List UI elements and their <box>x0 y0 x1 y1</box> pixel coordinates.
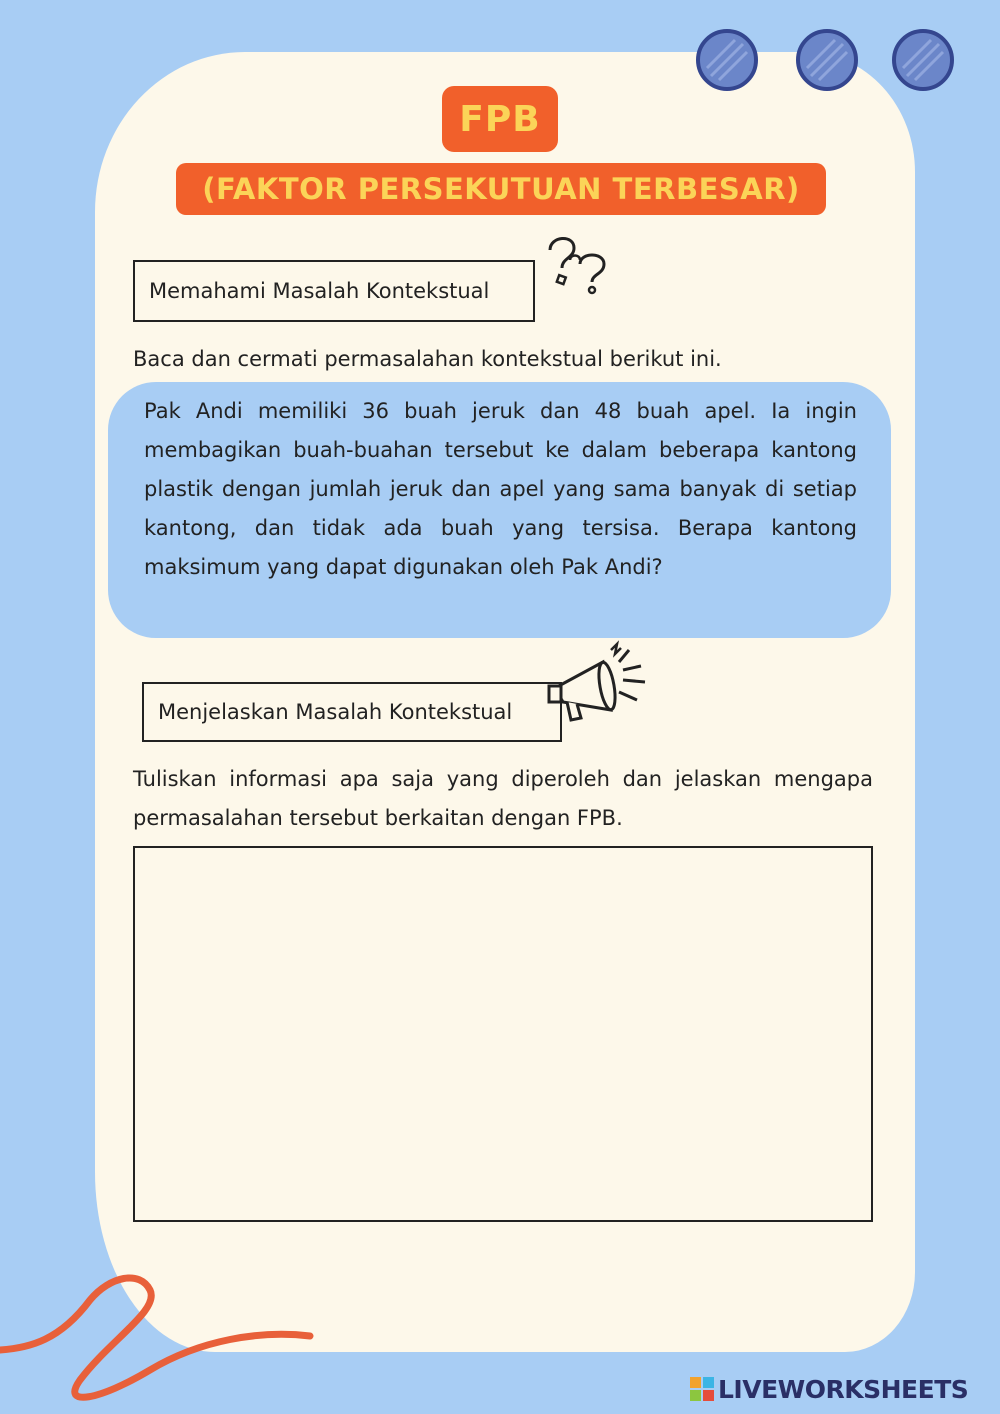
scribble-dot-icon <box>695 28 759 92</box>
answer-textarea[interactable] <box>133 846 873 1222</box>
scribble-dot-icon <box>891 28 955 92</box>
problem-text: Pak Andi memiliki 36 buah jeruk dan 48 buah apel. Ia ingin membagikan buah-buahan tersebut ke dalam beberapa kantong plastik dengan jumlah jeruk dan apel yang sama banyak di setiap kantong, dan tidak ada buah yang tersisa. Berapa kantong maksimum yang dapat digunakan oleh Pak Andi? <box>108 382 891 638</box>
liveworksheets-logo-icon <box>690 1377 714 1401</box>
brand-name: LIVEWORKSHEETS <box>718 1374 969 1404</box>
section-label-explain: Menjelaskan Masalah Kontekstual <box>142 682 562 742</box>
scribble-dot-icon <box>795 28 859 92</box>
page-title: FPB <box>442 86 558 152</box>
decorative-dots <box>695 28 965 98</box>
section-label-understand: Memahami Masalah Kontekstual <box>133 260 535 322</box>
decorative-squiggle <box>0 1270 320 1414</box>
brand-watermark <box>690 1374 968 1404</box>
question-marks-icon <box>540 230 620 300</box>
instruction-read: Baca dan cermati permasalahan kontekstual berikut ini. <box>133 347 722 371</box>
instruction-write: Tuliskan informasi apa saja yang diperoleh dan jelaskan mengapa permasalahan tersebut berkaitan dengan FPB. <box>133 767 873 830</box>
page-subtitle: (FAKTOR PERSEKUTUAN TERBESAR) <box>176 163 826 215</box>
megaphone-icon <box>545 640 655 730</box>
